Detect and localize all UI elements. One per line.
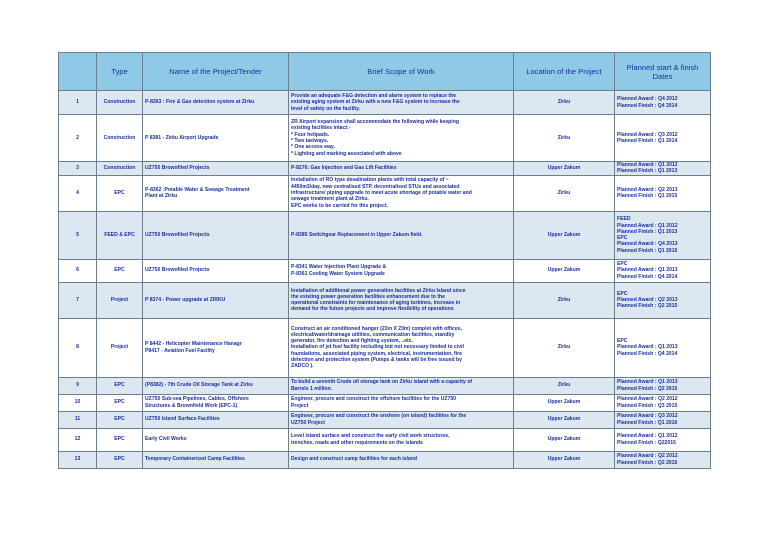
table-row: [59, 394, 711, 411]
cell-scope: [289, 259, 514, 282]
cell-scope-line: EPC works to be carried for this project.: [291, 202, 389, 209]
cell-project-name: [143, 259, 289, 282]
cell-number: 12: [59, 428, 97, 451]
cell-project-name: [143, 175, 289, 211]
cell-scope-line: * One access way.: [291, 144, 335, 151]
cell-scope-line: P-8385 Switchgear Replacement in Upper Zakum field.: [291, 231, 423, 238]
table-row: [59, 377, 711, 394]
cell-project-name: [143, 411, 289, 428]
cell-type: EPC: [97, 394, 143, 411]
cell-project-name-line: UZ750 Island Surface Facilities: [145, 416, 220, 423]
table-row: [59, 282, 711, 318]
cell-project-name-line: Early Civil Works: [145, 436, 187, 443]
cell-type: Project: [97, 318, 143, 377]
cell-project-name: [143, 318, 289, 377]
header-type: Type: [97, 53, 143, 91]
cell-dates-line: Planned Finish : Q4 2014: [617, 273, 678, 280]
cell-project-name: [143, 377, 289, 394]
cell-scope-line: electrical/water/drainage utilities, communication facilities, standby: [291, 331, 455, 338]
cell-location: Upper Zakum: [514, 162, 615, 176]
table-row: [59, 91, 711, 115]
cell-dates-line: Planned Finish : Q1 2016: [617, 419, 678, 426]
cell-scope-line: Installation of additional power generation facilities at Zirku Island since: [291, 287, 466, 294]
cell-project-name: [143, 162, 289, 176]
cell-scope-line: Barrels 1 million.: [291, 385, 333, 392]
cell-scope-line: infrastructure/ piping upgrade to meet acute shortage of potable water and: [291, 189, 472, 196]
cell-dates: [615, 282, 711, 318]
cell-project-name-line: Plant at Zirku: [145, 193, 178, 200]
cell-dates-line: Planned Award : Q4 2012: [617, 96, 678, 103]
cell-dates-line: Planned Finish : Q3 2015: [617, 402, 678, 409]
cell-scope-line: UZ750 Project: [291, 419, 325, 426]
cell-dates-line: Planned Award : Q2 2013: [617, 186, 678, 193]
cell-scope-line: existing facilities intact:-: [291, 125, 351, 132]
cell-project-name-line: Structures & Brownfield Work (EPC-1): [145, 402, 238, 409]
cell-project-name: [143, 428, 289, 451]
cell-type: Construction: [97, 115, 143, 162]
cell-project-name-line: P 8442 - Helicopter Maintenance Hanagr: [145, 341, 242, 348]
cell-location: Zirku: [514, 175, 615, 211]
cell-scope-line: Engineer, procure and construct the offshore facilities for the UZ750: [291, 396, 457, 403]
cell-scope-line: To build a seventh Crude oil storage tank on Zirku island with a capacity of: [291, 379, 473, 386]
cell-number: 7: [59, 282, 97, 318]
cell-scope-line: P-8276: Gas Injection and Gas Lift Facilities: [291, 165, 397, 172]
cell-scope: [289, 211, 514, 259]
cell-dates: [615, 428, 711, 451]
cell-dates-line: Planned Award : Q1 2013: [617, 344, 678, 351]
cell-project-name-line: Temporary Containerized Camp Facilities: [145, 456, 245, 463]
cell-scope-line: ZADCO ).: [291, 363, 314, 370]
cell-scope-line: existing aging system at Zirku with a new F&G system to increase the: [291, 99, 460, 106]
cell-dates-line: Planned Finish : Q1 2014: [617, 138, 678, 144]
table-row: [59, 175, 711, 211]
cell-project-name-line: P8417 - Aviation Fuel Facility: [145, 347, 215, 354]
cell-dates: [615, 318, 711, 377]
cell-number: 2: [59, 115, 97, 162]
table-row: [59, 451, 711, 468]
cell-scope-line: Engineer, procure and construct the onshore (on island) facilities for the: [291, 413, 467, 420]
cell-scope: [289, 318, 514, 377]
cell-project-name-line: P-8363 : Fire & Gas detection system at Zirku: [145, 99, 255, 106]
table-row: [59, 162, 711, 176]
cell-number: 3: [59, 162, 97, 176]
cell-dates-line: Planned Award : Q1 2012: [617, 222, 678, 229]
header-no: [59, 53, 97, 91]
cell-scope: [289, 451, 514, 468]
header-scope: Brief Scope of Work: [289, 53, 514, 91]
cell-dates-line: EPC: [617, 235, 628, 242]
cell-project-name-line: (P8382) - 7th Crude Oil Storage Tank at Zirku: [145, 382, 253, 389]
table-row: [59, 259, 711, 282]
cell-scope-line: Construct an air conditioned hanger (23m X 23m) complet with offices,: [291, 325, 462, 332]
cell-dates-line: Planned Award : Q2 2012: [617, 453, 678, 460]
cell-project-name-line: P-8362 :Potable Water & Sewage Treatment: [145, 186, 250, 193]
projects-table: [58, 52, 711, 469]
cell-type: EPC: [97, 175, 143, 211]
cell-location: Zirku: [514, 115, 615, 162]
cell-scope: [289, 411, 514, 428]
cell-scope-line: trenches, roads and other requirements on the islands: [291, 439, 423, 446]
cell-dates-line: Planned Award : Q1 2012: [617, 162, 678, 168]
table-row: [59, 211, 711, 259]
cell-scope-line: demand for the future projects and improve flexibility of operations: [291, 306, 454, 313]
cell-project-name-line: UZ750 Brownfiled Projects: [145, 231, 210, 238]
cell-type: Project: [97, 282, 143, 318]
cell-scope: [289, 394, 514, 411]
cell-dates-line: Planned Finish : Q1 2013: [617, 168, 678, 175]
header-name: Name of the Project/Tender: [143, 53, 289, 91]
cell-location: Upper Zakum: [514, 394, 615, 411]
cell-location: Zirku: [514, 91, 615, 115]
header-dates: Planned start & finish Dates: [615, 53, 711, 91]
cell-dates: [615, 162, 711, 176]
cell-dates: [615, 91, 711, 115]
cell-dates: [615, 394, 711, 411]
cell-dates-line: Planned Finish : Q2 2015: [617, 459, 678, 466]
cell-dates-line: Planned Award : Q1 2013: [617, 379, 678, 386]
cell-dates-line: EPC: [617, 290, 628, 297]
cell-project-name: [143, 115, 289, 162]
cell-scope-line: detection and protection system (Pumps & tanks will be free issued by: [291, 357, 462, 364]
cell-project-name: [143, 91, 289, 115]
cell-project-name-line: UZ750 Brownfiled Projects: [145, 165, 210, 172]
cell-dates-line: Planned Finish : Q22015: [617, 439, 676, 446]
cell-dates-line: EPC: [617, 261, 628, 268]
cell-scope-line: 4450m3/day, new centralised STP, decentralised STUs and associated: [291, 183, 460, 190]
cell-type: EPC: [97, 451, 143, 468]
cell-scope-line: P-8341 Water Injection Plant Upgrade &: [291, 264, 387, 271]
cell-dates: [615, 377, 711, 394]
cell-project-name-line: P 8381 - Zirku Airport Upgrade: [145, 134, 219, 141]
cell-scope-line: operational constraints for maintenance of aging turbines, increase in: [291, 300, 461, 307]
cell-location: Upper Zakum: [514, 259, 615, 282]
cell-scope-line: sewage treatment plant at Zirku.: [291, 196, 369, 203]
cell-scope: [289, 162, 514, 176]
cell-scope-line: P-8361 Cooling Water System Upgrade: [291, 270, 385, 277]
cell-scope-line: * Four helipads.: [291, 131, 330, 138]
cell-dates: [615, 411, 711, 428]
cell-dates-line: Planned Finish : Q4 2014: [617, 102, 678, 109]
cell-dates-line: Planned Finish : Q2 2015: [617, 385, 678, 392]
cell-scope-line: * Lighting and marking associated with above: [291, 150, 402, 157]
cell-scope-line: Project: [291, 402, 309, 409]
cell-number: 13: [59, 451, 97, 468]
cell-scope-line: * Two taxiways.: [291, 138, 329, 144]
cell-dates: [615, 115, 711, 162]
cell-project-name: [143, 451, 289, 468]
cell-location: Upper Zakum: [514, 211, 615, 259]
cell-dates-line: Planned Finish : Q1 2016: [617, 247, 678, 254]
cell-project-name: [143, 211, 289, 259]
cell-scope-line: Installation of RO type desalination plants with total capacity of ~: [291, 177, 449, 184]
cell-scope-line: Provide an adequate F&G detection and alarm system to replace the: [291, 93, 457, 100]
cell-project-name: [143, 394, 289, 411]
cell-location: Zirku: [514, 282, 615, 318]
cell-dates-line: Planned Award : Q2 2013: [617, 296, 678, 303]
cell-number: 5: [59, 211, 97, 259]
cell-dates-line: EPC: [617, 338, 628, 345]
cell-dates-line: Planned Finish : Q1 2015: [617, 193, 678, 200]
cell-dates-line: Planned Finish : Q1 2013: [617, 228, 678, 235]
cell-project-name-line: UZ750 Brownfiled Projects: [145, 267, 210, 274]
cell-scope-line: level of safety on the facility.: [291, 105, 360, 112]
table-row: [59, 428, 711, 451]
cell-dates: [615, 175, 711, 211]
cell-dates: [615, 211, 711, 259]
cell-scope-line: generator, fire detection and fighting system, ..etc.: [291, 338, 413, 345]
cell-scope-line: Installation of jet fuel facility including but not necessary limited to civil: [291, 344, 464, 351]
cell-number: 11: [59, 411, 97, 428]
cell-dates: [615, 451, 711, 468]
cell-type: EPC: [97, 428, 143, 451]
table-body: [59, 91, 711, 469]
cell-scope: [289, 282, 514, 318]
cell-dates-line: Planned Award : Q4 2013: [617, 241, 678, 248]
cell-number: 4: [59, 175, 97, 211]
table-row: [59, 318, 711, 377]
cell-type: Construction: [97, 91, 143, 115]
cell-project-name-line: UZ750 Sub-sea Pipelines, Cables, Offshore: [145, 396, 249, 403]
cell-dates-line: Planned Finish : Q4 2014: [617, 350, 678, 357]
cell-scope-line: ZR Airport expansion shall accommodate the following while keeping: [291, 119, 459, 126]
cell-scope: [289, 91, 514, 115]
cell-scope-line: foundations, associated piping system, electrical, instrumentation, fire: [291, 350, 462, 357]
cell-type: Construction: [97, 162, 143, 176]
cell-location: Zirku: [514, 318, 615, 377]
cell-scope-line: Design and construct camp facilities for each island: [291, 456, 417, 463]
cell-dates-line: Planned Award : Q1 2012: [617, 433, 678, 440]
cell-type: EPC: [97, 377, 143, 394]
cell-dates: [615, 259, 711, 282]
cell-location: Upper Zakum: [514, 428, 615, 451]
cell-dates-line: Planned Award : Q1 2013: [617, 267, 678, 274]
cell-dates-line: Planned Award : Q3 2012: [617, 131, 678, 138]
cell-number: 6: [59, 259, 97, 282]
cell-project-name-line: P 8374 - Power upgrade at ZIRKU: [145, 296, 226, 303]
cell-dates-line: Planned Award : Q3 2012: [617, 413, 678, 420]
cell-location: Upper Zakum: [514, 411, 615, 428]
cell-dates-line: FEED: [617, 216, 631, 223]
cell-scope: [289, 115, 514, 162]
header-row: [59, 53, 711, 91]
cell-scope: [289, 377, 514, 394]
header-location: Location of the Project: [514, 53, 615, 91]
cell-scope-line: the existing power generation facilities enhancement due to the: [291, 293, 445, 300]
cell-project-name: [143, 282, 289, 318]
cell-dates-line: Planned Award : Q2 2012: [617, 396, 678, 403]
cell-number: 9: [59, 377, 97, 394]
cell-number: 8: [59, 318, 97, 377]
table-row: [59, 115, 711, 162]
cell-scope: [289, 175, 514, 211]
cell-type: EPC: [97, 259, 143, 282]
cell-location: Upper Zakum: [514, 451, 615, 468]
cell-scope-line: Level island surface and construct the early civil work structures,: [291, 433, 450, 440]
cell-scope: [289, 428, 514, 451]
cell-type: EPC: [97, 411, 143, 428]
table-row: [59, 411, 711, 428]
cell-location: Zirku: [514, 377, 615, 394]
cell-number: 10: [59, 394, 97, 411]
cell-number: 1: [59, 91, 97, 115]
cell-dates-line: Planned Finish : Q2 2015: [617, 303, 678, 310]
cell-type: FEED & EPC: [97, 211, 143, 259]
